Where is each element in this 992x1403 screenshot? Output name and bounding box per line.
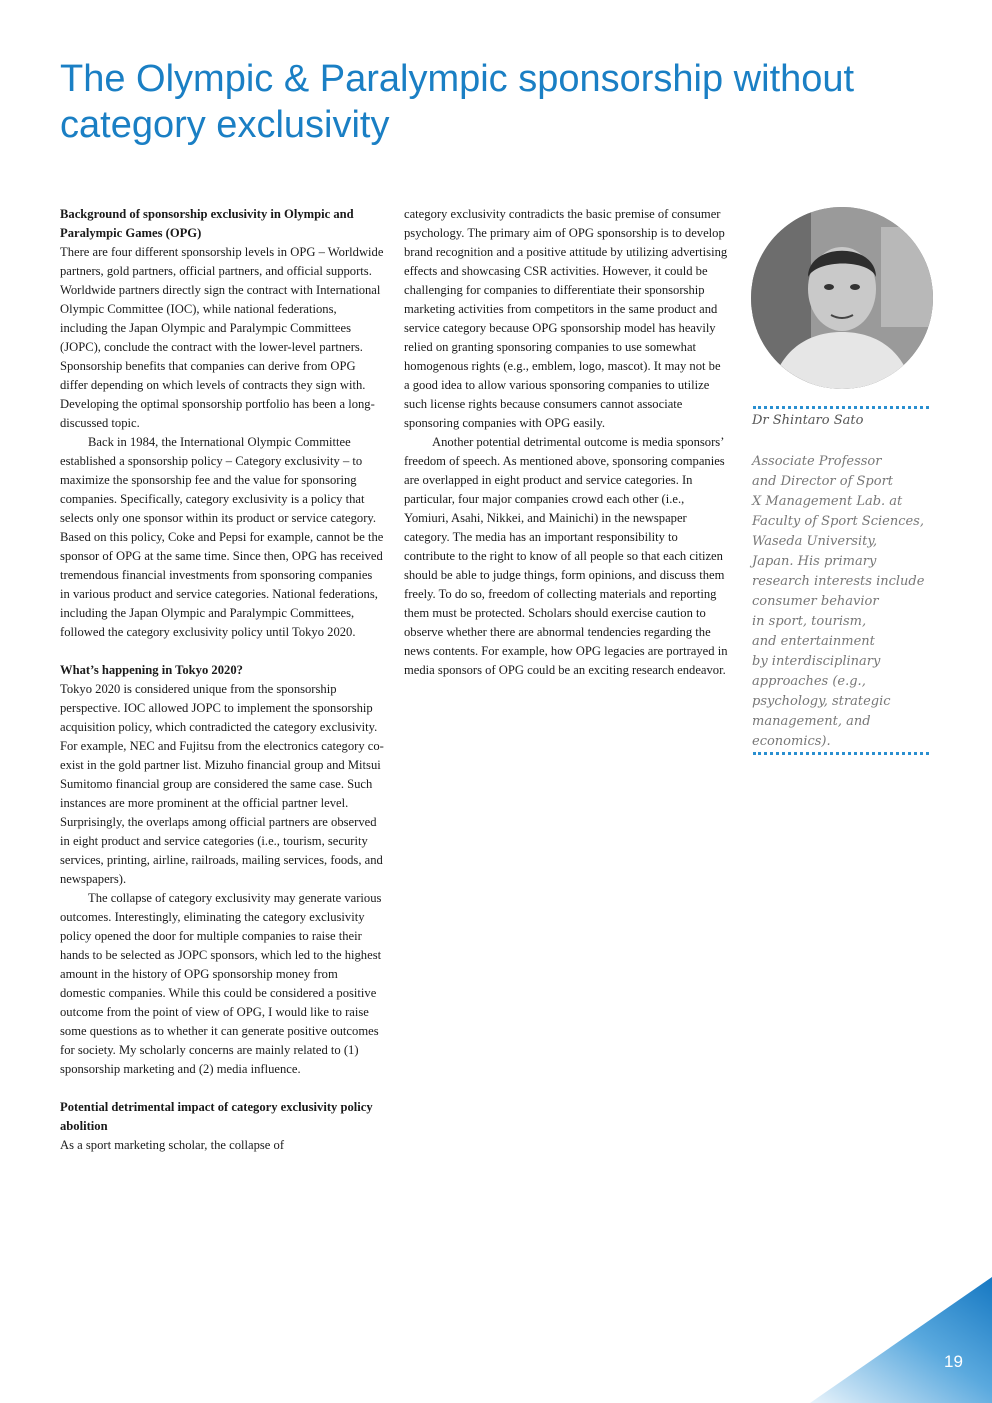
paragraph: category exclusivity contradicts the basic premise of consumer psychology. The primary aim of OPG sponsorship is to develop brand recognition and a positive attitude by utilizing advertising effects and showcasing CSR activities. However, it could be challenging for companies to differentiate their sponsorship marketing activities from competitors in the same product and service category because OPG sponsorship model has heavily relied on granting sponsoring companies to use somewhat homogenous rights (e.g., emblem, logo, mascot). It may not be a good idea to allow various sponsoring companies to utilize such license rights because consumers cannot associate sponsoring companies with OPG easily. (404, 207, 728, 430)
article-column-1 (60, 205, 384, 1155)
portrait-icon (751, 207, 933, 389)
page-number: 19 (944, 1352, 963, 1371)
paragraph: As a sport marketing scholar, the collapse of (60, 1138, 285, 1152)
section-heading-tokyo-2020: What’s happening in Tokyo 2020? (60, 663, 243, 677)
page-title: The Olympic & Paralympic sponsorship without category exclusivity (60, 58, 855, 146)
divider-dotted (753, 752, 929, 755)
author-name: Dr Shintaro Sato (752, 413, 864, 428)
paragraph: Tokyo 2020 is considered unique from the sponsorship perspective. IOC allowed JOPC to implement the sponsorship acquisition policy, which contradicted the category exclusivity. For example, NEC and Fujitsu from the electronics category co-exist in the gold partner list. Mizuho financial group and Mitsui Sumitomo financial group are considered the same case. Such instances are more prominent at the official partner level. Surprisingly, the overlaps among official partners are observed in eight product and service categories (i.e., tourism, security services, printing, airline, railroads, mailing services, foods, and newspapers). (60, 682, 384, 886)
corner-triangle-decoration (810, 1277, 992, 1403)
paragraph: Back in 1984, the International Olympic Committee established a sponsorship policy – Category exclusivity – to maximize the sponsorship fee and the value for sponsoring companies. Specifically, category exclusivity is a policy that selects only one sponsor within its product or service category. Based on this policy, Coke and Pepsi for example, cannot be the sponsor of OPG at the same time. Since then, OPG has received tremendous financial investments from sponsoring companies in various product and service categories. National federations, including the Japan Olympic and Paralympic Committees, followed the category exclusivity policy until Tokyo 2020. (60, 435, 384, 639)
article-column-2 (404, 205, 728, 680)
section-heading-background: Background of sponsorship exclusivity in Olympic and Paralympic Games (OPG) (60, 207, 354, 240)
author-bio: Associate Professor and Director of Sport X Management Lab. at Faculty of Sport Sciences, Waseda University, Japan. His primary research interests include consumer behavior in sport, tourism, and entertainment by interdisciplinary approaches (e.g., psychology, strategic management, and economics). (752, 454, 925, 749)
corner-triangle-icon (810, 1277, 992, 1403)
paragraph: Another potential detrimental outcome is media sponsors’ freedom of speech. As mentioned above, sponsoring companies are overlapped in eight product and service categories. In particular, four major companies crowd each other (i.e., Yomiuri, Asahi, Nikkei, and Mainichi) in the newspaper category. The media has an important responsibility to contribute to the right to know of all people so that each citizen should be able to judge things, form opinions, and discuss them freely. To do so, freedom of collecting materials and reporting them must be protected. Scholars should exercise caution to observe whether there are abnormal tendencies regarding the news contents. For example, how OPG legacies are portrayed in media sponsors of OPG could be an exciting research endeavor. (404, 435, 728, 677)
section-heading-detrimental-impact: Potential detrimental impact of category exclusivity policy abolition (60, 1100, 373, 1133)
divider-dotted (753, 406, 929, 409)
author-portrait (751, 207, 933, 389)
paragraph: The collapse of category exclusivity may generate various outcomes. Interestingly, eliminating the category exclusivity policy opened the door for multiple companies to raise their hands to be selected as JOPC sponsors, which led to the highest amount in the history of OPG sponsorship money from domestic companies. While this could be considered a positive outcome from the point of view of OPG, I would like to raise some questions as to whether it can generate positive outcomes for society. My scholarly concerns are mainly related to (1) sponsorship marketing and (2) media influence. (60, 891, 382, 1076)
paragraph: There are four different sponsorship levels in OPG – Worldwide partners, gold partners, official partners, and official supports. Worldwide partners directly sign the contract with International Olympic Committee (IOC), while national federations, including the Japan Olympic and Paralympic Committees (JOPC), conclude the contract with the lower-level partners. Sponsorship benefits that companies can derive from OPG differ depending on which levels of contracts they sign with. Developing the optimal sponsorship portfolio has been a long-discussed topic. (60, 245, 384, 430)
